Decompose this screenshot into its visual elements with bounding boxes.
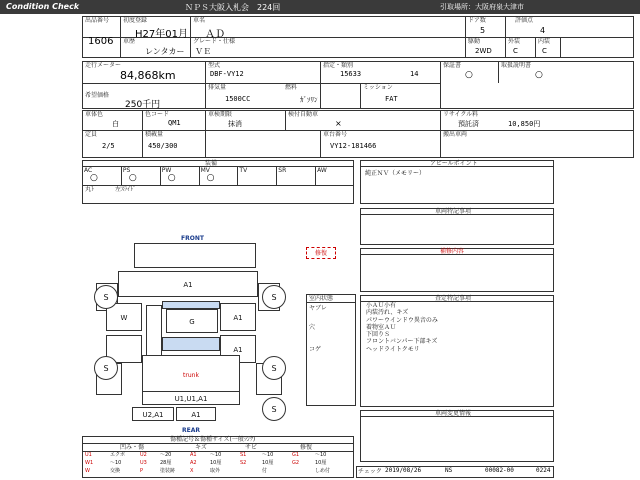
- legend-cell: 28厘: [160, 460, 172, 466]
- equipment-extra-1: 丸ﾄ: [85, 186, 95, 193]
- appeal-text: 純正ＮＶ（メモリー）: [365, 170, 426, 177]
- inspector-notes: [366, 302, 546, 353]
- legend-header: キズ: [195, 444, 207, 451]
- equipment-col-label: AW: [317, 167, 327, 174]
- panel-front-bumper[interactable]: [134, 243, 256, 268]
- inspector-title: 査定特記事項: [435, 295, 472, 302]
- drive: 2WD: [475, 47, 492, 55]
- equipment-col-value: ○: [90, 173, 98, 183]
- mark-rear-window: U1,U1,A1: [174, 395, 208, 403]
- recycle-status: 預託済: [458, 120, 479, 128]
- repair-title: 補修内容: [440, 248, 465, 255]
- equipment-col-label: SR: [278, 167, 287, 174]
- equipment-col-value: ○: [128, 173, 137, 183]
- legend-cell: エクボ: [110, 452, 126, 458]
- legend-cell: U2: [140, 452, 147, 458]
- interior-title: 室内状態: [309, 295, 334, 302]
- grade: ＶＥ: [195, 47, 211, 56]
- price-label: 希望価格: [85, 92, 110, 99]
- nox-label: 検付自動車: [288, 111, 319, 118]
- color-label: 車体色: [85, 111, 104, 118]
- legend-cell: G1: [292, 452, 300, 458]
- legend-cell: 〜10: [315, 452, 327, 458]
- score-label: 評価点: [515, 17, 534, 24]
- legend-header: 修復: [300, 444, 313, 451]
- equipment-col-label: MV: [200, 167, 210, 174]
- legend-cell: 付: [262, 468, 268, 474]
- mission-label: ミッション: [363, 84, 393, 91]
- model: DBF-VY12: [210, 70, 244, 78]
- load-label: 積載量: [145, 131, 164, 138]
- appeal-title: アピールポイント: [430, 160, 478, 167]
- history-box: [360, 410, 554, 462]
- tire-mark: S: [271, 293, 277, 302]
- mission: FAT: [385, 95, 398, 103]
- diagram-rear-label: REAR: [182, 427, 200, 434]
- guarantee-label: 保証書: [443, 62, 462, 69]
- colorcode: QM1: [168, 119, 181, 127]
- interior-item: 穴: [309, 324, 316, 331]
- equipment-col-label: TV: [239, 167, 248, 174]
- doors: 5: [480, 26, 486, 35]
- equipment-col-label: PW: [161, 167, 172, 174]
- header-left-title: Condition Check: [6, 2, 80, 11]
- footer-check-label: チェック: [358, 468, 382, 475]
- lot-number: 1606: [88, 36, 114, 47]
- legend-cell: 塗装跡: [160, 468, 176, 474]
- legend-cell: S1: [240, 452, 247, 458]
- guarantee: ○: [465, 70, 473, 80]
- equipment-col-value: ○: [206, 173, 215, 183]
- mark-front-left: W: [120, 314, 128, 322]
- legend-cell: U1: [85, 452, 92, 458]
- manual-label: 取扱説明書: [501, 62, 532, 69]
- first-reg: H27年01月: [135, 29, 188, 40]
- tire-front-left[interactable]: [94, 285, 118, 309]
- tire-rear-left[interactable]: [94, 356, 118, 380]
- tire-rear-right[interactable]: [262, 356, 286, 380]
- mileage-label: 走行メーター: [85, 62, 122, 69]
- legend-cell: 取外: [210, 468, 221, 474]
- panel-roof[interactable]: [166, 309, 218, 333]
- tire-mark: S: [103, 293, 109, 302]
- load: 450/300: [148, 142, 178, 150]
- legend-cell: A1: [190, 452, 197, 458]
- ext-label: 外装: [508, 38, 521, 45]
- mark-bumper-left: U2,A1: [142, 411, 164, 419]
- legend-cell: 交換: [110, 468, 121, 474]
- model-label: 型式: [208, 62, 221, 69]
- header-bar: [0, 0, 640, 14]
- legend-cell: U3: [140, 460, 147, 466]
- legend-cell: 〜10: [262, 452, 274, 458]
- interior-item: ヤブレ: [309, 305, 327, 312]
- score: 4: [540, 26, 546, 35]
- equipment-col-label: AC: [84, 167, 93, 174]
- footer-ns: NS: [445, 467, 453, 474]
- diagram-front-label: FRONT: [181, 235, 204, 242]
- legend-cell: X: [190, 468, 194, 474]
- equipment-col-value: ○: [167, 173, 176, 183]
- footer-time: 0224: [536, 467, 551, 474]
- fuel-label: 燃料: [285, 84, 298, 91]
- panel-rear-window[interactable]: [162, 337, 220, 351]
- cc: 1500CC: [225, 95, 251, 103]
- mark-hood: A1: [183, 281, 193, 289]
- legend-cell: A2: [190, 460, 197, 466]
- special-title: 車両特記事項: [435, 208, 472, 215]
- capacity-label: 定員: [85, 131, 98, 138]
- panel-rear-bumper-right[interactable]: [176, 407, 216, 421]
- recycle-label: リサイクル料: [443, 111, 479, 118]
- history-type: レンタカー: [145, 47, 185, 56]
- inspection: 抹消: [228, 120, 242, 128]
- drive-label: 駆動: [468, 38, 481, 45]
- inspection-label: 車検期限: [208, 111, 233, 118]
- doors-label: ドア数: [468, 17, 486, 24]
- manual: ○: [535, 70, 543, 80]
- legend-header: 凹み・傷: [120, 444, 145, 451]
- legend-cell: 〜10: [110, 460, 122, 466]
- panel-windshield[interactable]: [162, 301, 220, 309]
- interior-item: コゲ: [309, 346, 322, 353]
- tire-front-right[interactable]: [262, 285, 286, 309]
- header-center-title: ＮＰＳ大阪入札会 224回: [185, 3, 281, 12]
- chassis-label: 車台番号: [323, 131, 348, 138]
- lot-label: 出品番号: [85, 17, 110, 24]
- int-label: 内装: [538, 38, 551, 45]
- car-diagram: [96, 243, 310, 423]
- chassis: VY12-181466: [330, 142, 377, 150]
- panel-hood[interactable]: [118, 271, 258, 297]
- legend-cell: しめ付: [315, 468, 331, 474]
- mark-front-right: A1: [233, 314, 243, 322]
- equipment-extra-2: 左ｽﾗｲﾄﾞ: [115, 186, 137, 193]
- mark-rear-right: A1: [233, 346, 243, 354]
- panel-back-door[interactable]: [142, 391, 240, 405]
- legend-header: サビ: [245, 444, 258, 451]
- mileage: 84,868km: [120, 69, 176, 82]
- legend-cell: 10厘: [210, 460, 222, 466]
- legend-cell: 〜10: [210, 452, 222, 458]
- price: 250千円: [125, 100, 161, 110]
- spec-label: 指定・類別: [323, 62, 354, 69]
- int-grade: C: [542, 47, 547, 55]
- grade-label: グレード・仕様: [193, 38, 236, 45]
- panel-rear-bumper-left[interactable]: [132, 407, 174, 421]
- legend-cell: 10厘: [315, 460, 327, 466]
- history-type-label: 車歴: [123, 38, 136, 45]
- tire-mark: S: [271, 405, 277, 414]
- inspector-note: ヘッドライトクモリ: [366, 345, 420, 353]
- legend-cell: 10厘: [262, 460, 274, 466]
- inspector-note: 着物室ＡＵ: [366, 323, 397, 331]
- mark-bumper-right: A1: [191, 411, 201, 419]
- spec-class: 14: [410, 70, 419, 78]
- inspector-note: 下回りＳ: [366, 331, 391, 339]
- inspector-note: 内装汚れ、キズ: [366, 309, 409, 317]
- panel-trunk[interactable]: [142, 355, 240, 393]
- legend-title: 傷種記号＆傷種サイズ(一般ﾗﾝｸ): [170, 436, 256, 443]
- car-name-label: 車名: [193, 17, 206, 24]
- transfer-label: 搬出車両: [443, 131, 468, 138]
- footer-date: 2019/08/26: [385, 467, 422, 474]
- color: 白: [112, 120, 119, 128]
- spare-tire[interactable]: [262, 397, 286, 421]
- legend-cell: 〜20: [160, 452, 172, 458]
- tire-mark: S: [103, 364, 109, 373]
- car-name: ＡＤ: [205, 29, 225, 40]
- trunk-label: trunk: [183, 372, 199, 379]
- colorcode-label: 色コード: [145, 111, 170, 118]
- legend-cell: W1: [85, 460, 94, 466]
- footer-code: 00082-00: [485, 467, 514, 474]
- inspector-note: フロントバンパー下部キズ: [366, 338, 438, 346]
- first-reg-label: 初度登録: [123, 17, 148, 24]
- equipment-title: 装備: [205, 160, 218, 167]
- equipment-col-label: PS: [122, 167, 131, 174]
- tire-mark: S: [271, 364, 277, 373]
- history-title: 車両変更情報: [435, 410, 472, 417]
- legend-cell: G2: [292, 460, 300, 466]
- legend-cell: W: [85, 468, 90, 474]
- cc-label: 排気量: [208, 84, 227, 91]
- spec-number: 15633: [340, 70, 362, 78]
- capacity: 2/5: [102, 142, 115, 150]
- inspector-note: パワーウインドウ異音のみ: [366, 316, 438, 324]
- header-location: 引取場所：大阪府泉大津市: [440, 3, 524, 11]
- recycle-fee: 10,850円: [508, 120, 541, 128]
- repair-badge: 修復: [306, 247, 336, 259]
- panel-front-right-door[interactable]: [220, 303, 256, 331]
- ext-grade: C: [513, 47, 518, 55]
- mark-roof: G: [189, 318, 195, 326]
- nox: ×: [335, 119, 342, 128]
- inspector-note: 小ＡＵ小有: [366, 302, 397, 309]
- legend-cell: P: [140, 468, 144, 474]
- legend-cell: S2: [240, 460, 247, 466]
- fuel: ｶﾞｿﾘﾝ: [300, 96, 318, 104]
